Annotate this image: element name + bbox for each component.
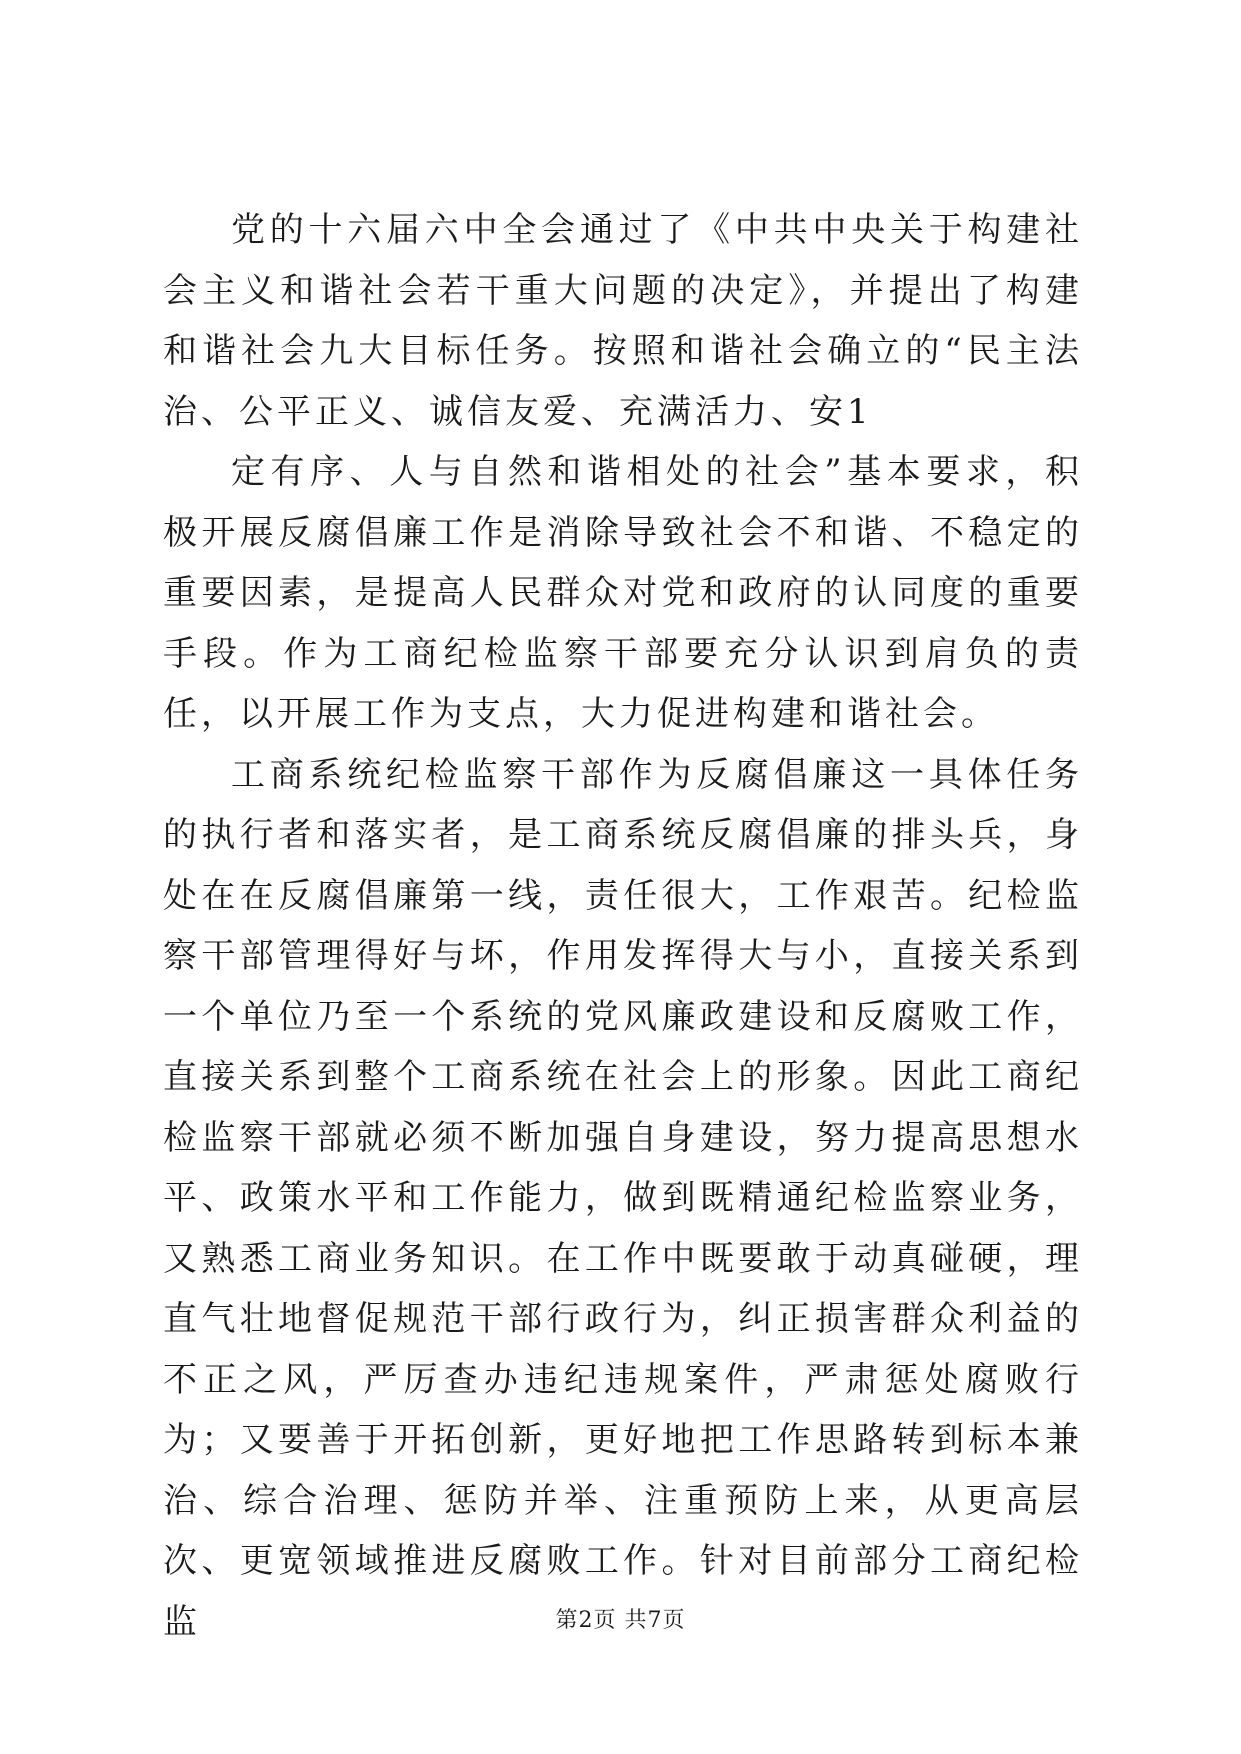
paragraph-1: 党的十六届六中全会通过了《中共中央关于构建社会主义和谐社会若干重大问题的决定》，并提出了构建和谐社会九大目标任务。按照和谐社会确立的“民主法治、公平正义、诚信友爱、充满活力、安1: [163, 210, 1083, 432]
paragraph-2: 定有序、人与自然和谐相处的社会”基本要求，积极开展反腐倡廉工作是消除导致社会不和谐、不稳定的重要因素，是提高人民群众对党和政府的认同度的重要手段。作为工商纪检监察干部要充分认识到肩负的责任，以开展工作为支点，大力促进构建和谐社会。: [163, 452, 1083, 734]
page-footer: 第2页 共7页: [555, 1608, 686, 1633]
document-body: [163, 200, 1083, 1652]
paragraph-3: 工商系统纪检监察干部作为反腐倡廉这一具体任务的执行者和落实者，是工商系统反腐倡廉的排头兵，身处在在反腐倡廉第一线，责任很大，工作艰苦。纪检监察干部管理得好与坏，作用发挥得大与小，直接关系到一个单位乃至一个系统的党风廉政建设和反腐败工作，直接关系到整个工商系统在社会上的形象。因此工商纪检监察干部就必须不断加强自身建设，努力提高思想水平、政策水平和工作能力，做到既精通纪检监察业务，又熟悉工商业务知识。在工作中既要敢于动真碰硬，理直气壮地督促规范干部行政行为，纠正损害群众利益的不正之风，严厉查办违纪违规案件，严肃惩处腐败行为；又要善于开拓创新，更好地把工作思路转到标本兼治、综合治理、惩防并举、注重预防上来，从更高层次、更宽领域推进反腐败工作。针对目前部分工商纪检监: [163, 754, 1083, 1642]
